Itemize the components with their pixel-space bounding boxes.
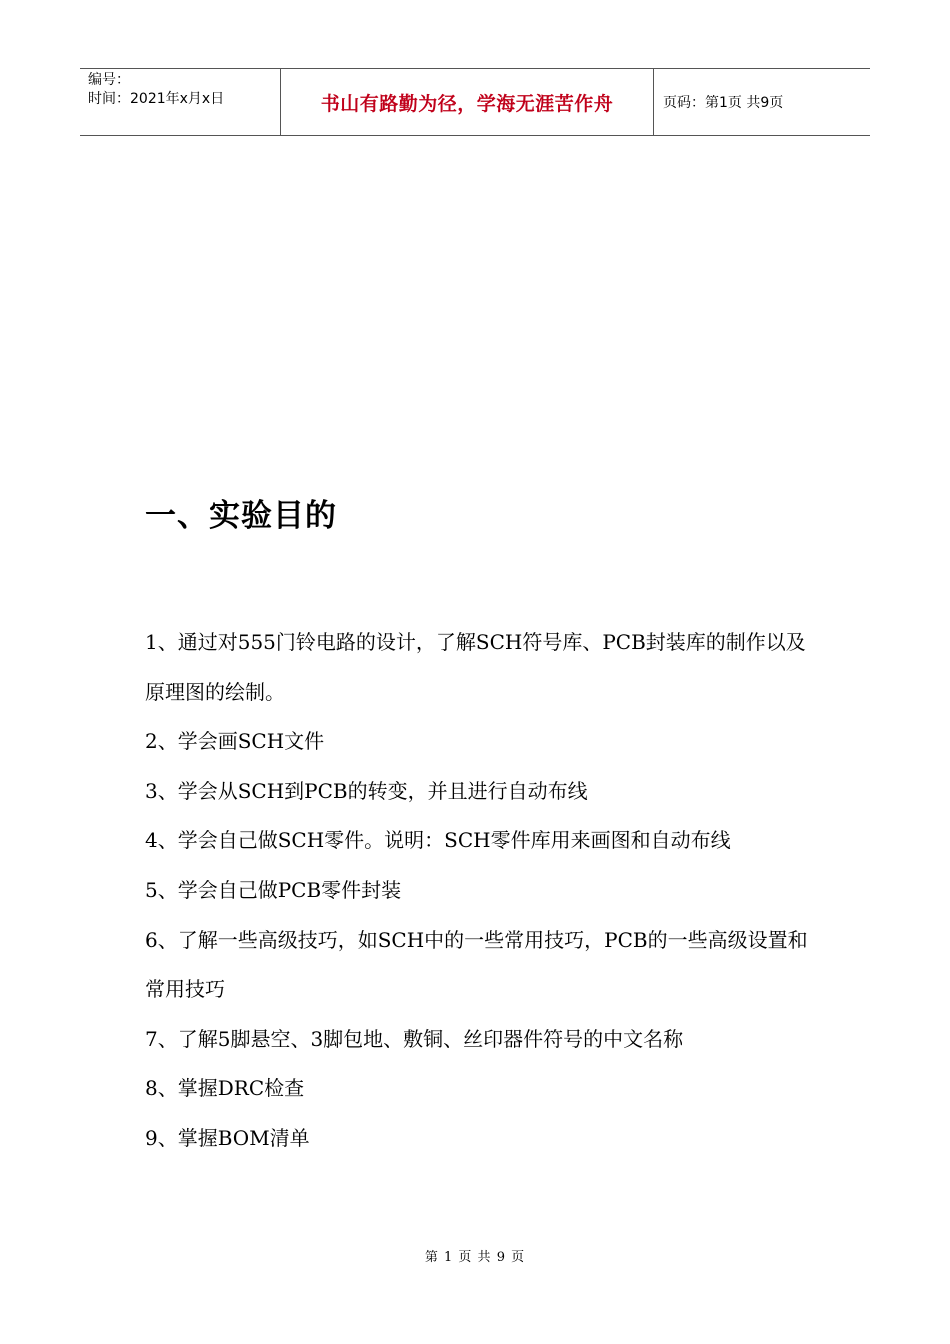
objective-item: 9、掌握BOM清单 [145,1125,310,1150]
section-title: 一、实验目的 [145,498,337,534]
objective-item: 2、学会画SCH文件 [145,729,325,754]
objective-item: 7、了解5脚悬空、3脚包地、敷铜、丝印器件符号的中文名称 [145,1026,684,1051]
objective-item: 1、通过对555门铃电路的设计，了解SCH符号库、PCB封装库的制作以及原理图的绘制。 [145,630,806,704]
objective-item: 8、掌握DRC检查 [145,1076,305,1101]
header-motto: 书山有路勤为径，学海无涯苦作舟 [281,69,654,135]
page-footer: 第 1 页 共 9 页 [424,1250,526,1265]
objective-item: 6、了解一些高级技巧，如SCH中的一些常用技巧，PCB的一些高级设置和常用技巧 [145,927,808,1002]
objective-item: 4、学会自己做SCH零件。说明：SCH零件库用来画图和自动布线 [145,828,731,853]
objective-list [145,618,815,1164]
header-number-label: 编号： [88,72,130,88]
header-time-label: 时间：2021年x月x日 [88,91,225,107]
objective-item: 3、学会从SCH到PCB的转变，并且进行自动布线 [145,778,588,803]
objective-item: 5、学会自己做PCB零件封装 [145,877,402,902]
header-page-info: 页码：第1页 共9页 [663,95,784,111]
header-meta [80,69,281,135]
document-header [80,68,870,136]
